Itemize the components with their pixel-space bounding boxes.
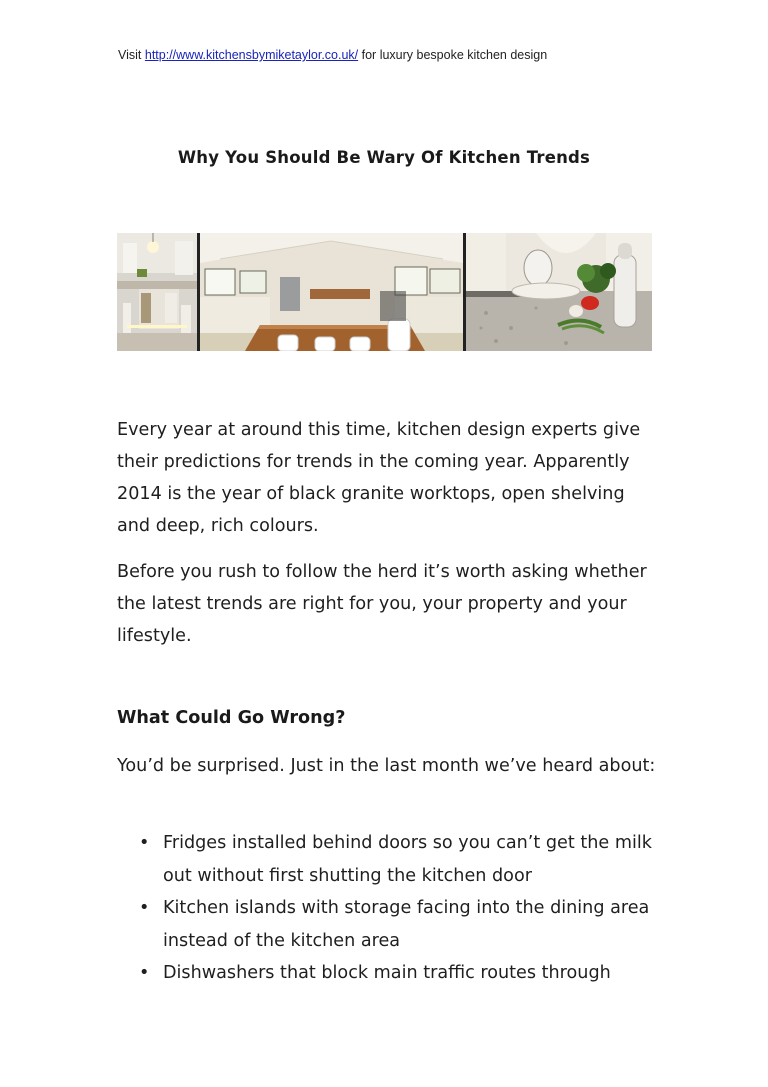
paragraph-2: Before you rush to follow the herd it’s worth asking whether the latest trends are right for you, your property and your lifestyle.	[117, 562, 647, 646]
list-item-text: Dishwashers that block main traffic routes through	[163, 963, 611, 983]
bullet-dot: •	[139, 898, 150, 918]
document-title: Why You Should Be Wary Of Kitchen Trends	[177, 148, 591, 167]
header-line	[118, 48, 547, 62]
kitchen-photo-1	[117, 233, 197, 351]
section-heading: What Could Go Wrong?	[117, 708, 346, 728]
kitchen-photo-strip	[117, 233, 652, 351]
kitchen-photo-3	[466, 233, 652, 351]
paragraph-1: Every year at around this time, kitchen design experts give their predictions for trends in the coming year. Apparently 2014 is the year of black granite worktops, open shelving and deep, rich colours.	[117, 420, 641, 536]
header-prefix: Visit	[118, 48, 145, 62]
kitchen-photo-2	[200, 233, 463, 351]
list-item	[117, 827, 657, 892]
bullet-dot: •	[139, 963, 150, 983]
list-item-text: Fridges installed behind doors so you can’t get the milk out without first shutting the kitchen door	[163, 833, 652, 886]
list-item-text: Kitchen islands with storage facing into the dining area instead of the kitchen area	[163, 898, 650, 951]
bullet-dot: •	[139, 833, 150, 853]
website-link[interactable]: http://www.kitchensbymiketaylor.co.uk/	[144, 48, 359, 62]
section-intro: You’d be surprised. Just in the last month we’ve heard about:	[117, 756, 656, 776]
list-item	[117, 957, 657, 990]
header-suffix: for luxury bespoke kitchen design	[358, 48, 548, 62]
list-item	[117, 892, 657, 957]
bullet-list	[117, 827, 657, 990]
